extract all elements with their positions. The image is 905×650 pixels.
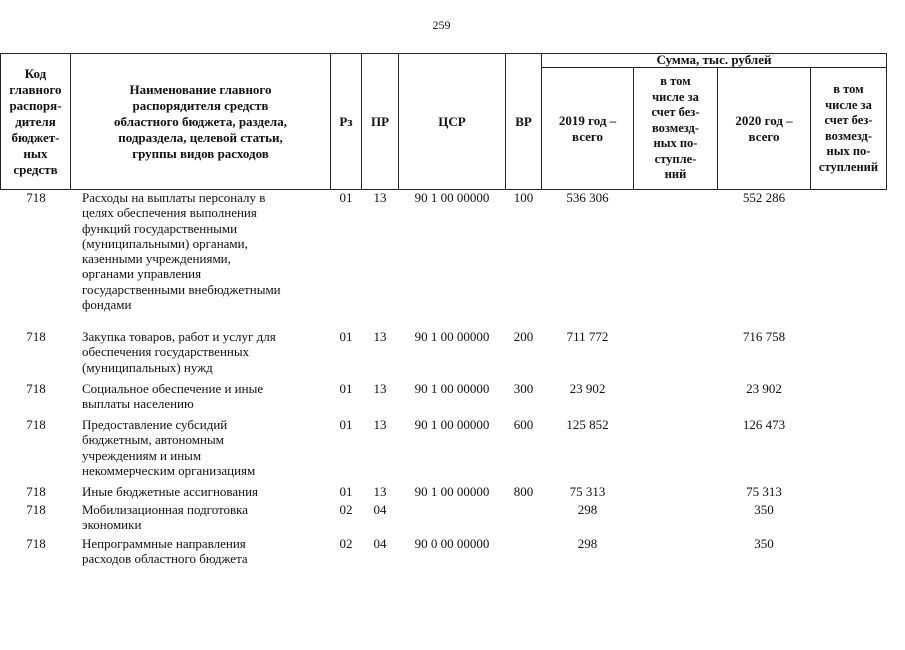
name-text-line: бюджетным, автономным [82,432,224,448]
header-text-line: числе за [825,97,872,112]
header-pr: ПР [370,114,390,129]
name-text-line: Непрограммные направления [82,536,246,551]
name-text-line: экономики [82,517,142,533]
cell-csr: 90 0 00 00000 [414,536,490,551]
header-text-line: возмезд- [651,120,700,135]
cell-pr: 13 [373,190,387,205]
cell-y2019: 23 902 [569,381,606,396]
name-text-line: государственными внебюджетными [82,281,281,297]
name-text-line: функций государственными [82,220,238,236]
name-text-line: (муниципальных) нужд [82,359,213,375]
name-text-line: расходов областного бюджета [82,551,248,567]
cell-vr: 100 [513,190,534,205]
cell-name [82,484,332,499]
header-2019-total [542,68,633,189]
name-text-line: Расходы на выплаты персоналу в [82,190,266,205]
header-text-line: ных по- [653,136,698,151]
cell-pr: 13 [373,417,387,432]
cell-y2020: 126 473 [742,417,786,432]
header-text-line: областного бюджета, раздела, [114,114,287,129]
cell-csr: 90 1 00 00000 [414,381,490,396]
name-text-line: Иные бюджетные ассигнования [82,484,259,499]
name-text-line: целях обеспечения выполнения [82,205,257,221]
cell-y2019: 298 [577,502,598,517]
cell-pr: 13 [373,329,387,344]
cell-name [82,190,332,312]
name-text-line: органами управления [82,266,202,282]
cell-rz: 01 [339,381,353,396]
header-text-line: 2019 год – [558,112,617,128]
cell-code: 718 [26,502,46,517]
cell-rz: 02 [339,536,353,551]
cell-rz: 01 [339,329,353,344]
header-text-line: счет без- [651,105,700,120]
cell-name [82,502,332,533]
header-text-line: ний [664,167,687,182]
cell-vr: 200 [513,329,534,344]
cell-code: 718 [26,190,46,205]
header-text-line: бюджет- [11,130,60,145]
name-text-line: Мобилизационная подготовка [82,502,249,517]
col-divider [886,53,887,189]
header-text-line: 2020 год – [735,112,793,128]
cell-name [82,329,332,375]
header-2019-free [634,68,717,189]
cell-rz: 02 [339,502,353,517]
cell-y2019: 125 852 [566,417,609,432]
name-text-line: (муниципальными) органами, [82,235,248,251]
header-text-line: в том [833,82,864,96]
header-text-line: числе за [652,89,699,104]
header-text-line: Наименование главного [129,82,272,97]
cell-y2019: 536 306 [566,190,609,205]
header-text-line: ступлений [818,159,879,174]
cell-csr: 90 1 00 00000 [414,329,490,344]
name-text-line: Закупка товаров, работ и услуг для [82,329,276,344]
header-text-line: группы видов расходов [132,146,269,161]
name-text-line: казенными учреждениями, [82,251,231,267]
header-vr: ВР [515,114,532,129]
page-number: 259 [432,18,451,32]
header-text-line: возмезд- [824,128,873,143]
cell-rz: 01 [339,417,353,432]
cell-y2020: 552 286 [742,190,786,205]
cell-csr: 90 1 00 00000 [414,417,490,432]
header-text-line: всего [572,128,603,144]
cell-pr: 04 [373,502,387,517]
cell-y2020: 716 758 [742,329,786,344]
name-text-line: фондами [82,297,132,313]
cell-y2019: 298 [577,536,598,551]
header-text-line: дителя [15,114,56,129]
header-text-line: ступле- [654,151,697,166]
header-text-line: счет без- [824,113,873,127]
header-text-line: подраздела, целевой статьи, [118,130,283,145]
cell-name [82,417,332,478]
cell-name [82,381,332,412]
budget-table [0,50,887,650]
header-2020-total [718,68,810,189]
header-name [71,55,330,189]
cell-csr: 90 1 00 00000 [414,190,490,205]
header-text-line: главного [9,82,62,97]
header-code [1,55,70,189]
cell-rz: 01 [339,484,353,499]
cell-csr: 90 1 00 00000 [414,484,490,499]
header-text-line: средств [13,162,58,177]
cell-pr: 13 [373,381,387,396]
header-rz: Рз [339,114,353,129]
cell-code: 718 [26,484,46,499]
cell-code: 718 [26,536,46,551]
header-text-line: распоря- [9,98,62,113]
header-text-line: Код [24,66,47,81]
cell-code: 718 [26,381,46,396]
cell-vr: 300 [513,381,534,396]
name-text-line: некоммерческим организациям [82,462,256,478]
header-text-line: в том [660,74,691,89]
name-text-line: учреждениям и иным [82,447,202,463]
cell-code: 718 [26,417,46,432]
cell-vr: 800 [513,484,534,499]
cell-name [82,536,332,567]
cell-y2020: 23 902 [746,381,782,396]
cell-rz: 01 [339,190,353,205]
name-text-line: Социальное обеспечение и иные [82,381,264,396]
cell-code: 718 [26,329,46,344]
cell-y2019: 711 772 [566,329,609,344]
cell-pr: 13 [373,484,387,499]
cell-y2019: 75 313 [569,484,606,499]
header-csr: ЦСР [438,114,466,129]
header-sum-group: Сумма, тыс. рублей [656,52,772,67]
cell-y2020: 75 313 [746,484,782,499]
header-text-line: распорядителя средств [132,98,269,113]
name-text-line: выплаты населению [82,396,194,412]
header-text-line: ных [23,146,48,161]
header-text-line: всего [748,128,780,144]
header-text-line: ных по- [826,144,871,158]
cell-y2020: 350 [754,502,774,517]
cell-pr: 04 [373,536,387,551]
cell-y2020: 350 [754,536,774,551]
name-text-line: обеспечения государственных [82,344,250,360]
cell-vr: 600 [513,417,534,432]
header-2020-free [811,68,886,189]
name-text-line: Предоставление субсидий [82,417,228,432]
